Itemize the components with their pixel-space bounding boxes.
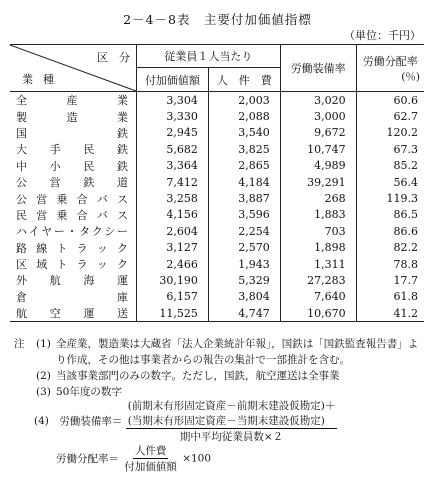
cell-equipment-ratio: 10,670 [280, 305, 356, 322]
row-label-char: 全 [16, 94, 27, 108]
cell-value-added: 30,190 [137, 272, 209, 288]
cell-value-added: 2,466 [137, 256, 209, 272]
cell-value-added: 3,330 [137, 108, 209, 124]
row-label [10, 158, 137, 174]
cell-value-added: 3,304 [137, 92, 209, 109]
cell-labor-share: 62.7 [356, 108, 424, 124]
cell-equipment-ratio: 1,311 [280, 256, 356, 272]
row-label-char: 造 [66, 110, 78, 124]
cell-personnel: 3,825 [208, 141, 280, 157]
row-label-char: ー [117, 225, 128, 239]
table-row [10, 256, 424, 272]
row-label-char: 海 [83, 274, 95, 288]
row-label-char: 営 [49, 176, 61, 190]
cell-equipment-ratio: 3,020 [280, 92, 356, 109]
row-label-char: 域 [36, 258, 48, 272]
header-per-employee: 従業員１人当たり [137, 45, 281, 68]
note-2-number: (2) [36, 370, 51, 382]
cell-labor-share: 82.2 [356, 240, 424, 256]
row-label-char: 中 [16, 159, 27, 173]
note-1-number: (1) [36, 338, 51, 350]
header-personnel: 人 件 費 [208, 68, 280, 92]
cell-labor-share: 86.6 [356, 223, 424, 239]
note-1-line-1: 全産業，製造業は大蔵省「法人企業統計年報」，国鉄は「国鉄監査報告書」よ [56, 338, 419, 350]
row-label-char: バ [96, 208, 108, 222]
row-label-char: 送 [116, 307, 128, 321]
cell-labor-share: 119.3 [356, 190, 424, 206]
row-label-char: ヤ [41, 225, 53, 239]
row-label-char: ッ [96, 241, 108, 255]
cell-labor-share: 61.8 [356, 289, 424, 305]
row-label [10, 125, 137, 141]
row-label-char: 線 [36, 241, 48, 255]
table-row [10, 207, 424, 223]
row-label-char: タ [79, 225, 91, 239]
formula-share-tail: ×100 [182, 452, 212, 465]
cell-equipment-ratio: 27,283 [280, 272, 356, 288]
row-label-char: 運 [83, 307, 95, 321]
header-kubun: 区 分 [97, 51, 130, 64]
cell-personnel: 3,540 [208, 125, 280, 141]
table-body [10, 92, 424, 322]
cell-labor-share: 56.4 [356, 174, 424, 190]
cell-personnel: 4,747 [208, 305, 280, 322]
row-label-char: 庫 [117, 290, 128, 304]
cell-equipment-ratio: 7,640 [280, 289, 356, 305]
cell-equipment-ratio: 703 [280, 223, 356, 239]
cell-value-added: 4,156 [137, 207, 209, 223]
header-value-added: 付加価値額 [137, 68, 209, 92]
row-label-char: 民 [83, 143, 95, 157]
row-label-char: 大 [16, 143, 27, 157]
row-label-char: 鉄 [83, 176, 95, 190]
notes [14, 336, 426, 400]
row-label-char: ス [116, 208, 128, 222]
row-label [10, 108, 137, 124]
row-label [10, 272, 137, 288]
formula-equipment-numerator-2: (当期末有形固定資産－当期末建設仮勘定) [127, 415, 325, 427]
row-label-char: 民 [16, 208, 27, 222]
note-3-number: (3) [36, 386, 51, 398]
header-share-unit: (％) [401, 70, 420, 83]
cell-labor-share: 85.2 [356, 158, 424, 174]
row-label-char: 業 [117, 94, 128, 108]
formula-share-denominator: 付加価値額 [124, 461, 177, 473]
row-label-char: 鉄 [116, 143, 128, 157]
table-row [10, 305, 424, 322]
cell-equipment-ratio: 268 [280, 190, 356, 206]
cell-labor-share: 17.7 [356, 272, 424, 288]
row-label-char: 乗 [56, 192, 68, 206]
cell-equipment-ratio: 1,883 [280, 207, 356, 223]
table-title: 2－4－8表 主要付加価値指標 [123, 12, 312, 27]
formula-equipment-lhs: 労働装備率＝ [59, 415, 123, 428]
formula-equipment-fraction [126, 398, 338, 444]
cell-value-added: 3,364 [137, 158, 209, 174]
cell-value-added: 3,258 [137, 190, 209, 206]
notes-head: 注 [14, 338, 25, 350]
header-share-cell [356, 45, 424, 92]
row-label-char: ラ [76, 241, 88, 255]
row-label-char: 営 [36, 192, 48, 206]
row-label [10, 240, 137, 256]
row-label-char: 道 [116, 176, 128, 190]
row-label-char: ス [116, 192, 128, 206]
cell-value-added: 7,412 [137, 174, 209, 190]
row-label-char: 小 [49, 159, 61, 173]
row-label-char: ト [56, 241, 68, 255]
cell-personnel: 2,003 [208, 92, 280, 109]
cell-personnel: 3,596 [208, 207, 280, 223]
row-label-char: 営 [36, 208, 48, 222]
cell-equipment-ratio: 1,898 [280, 240, 356, 256]
cell-labor-share: 78.8 [356, 256, 424, 272]
cell-personnel: 3,804 [208, 289, 280, 305]
row-label-char: 空 [49, 307, 61, 321]
row-label-char: 合 [76, 192, 88, 206]
table-row [10, 272, 424, 288]
formula-share-lhs: 労働分配率＝ [56, 453, 119, 465]
row-label [10, 141, 137, 157]
row-label-char: ク [91, 225, 103, 239]
row-label-char: 民 [83, 159, 95, 173]
row-label-char: 公 [16, 192, 27, 206]
cell-personnel: 2,254 [208, 223, 280, 239]
note-1-line-2: り作成，その他は事業者からの報告の集計で一部推計を含む。 [56, 354, 350, 366]
cell-equipment-ratio: 3,000 [280, 108, 356, 124]
cell-value-added: 11,525 [137, 305, 209, 322]
row-label [10, 256, 137, 272]
row-label-char: 航 [16, 307, 27, 321]
table-row [10, 158, 424, 174]
row-label-char: 乗 [56, 208, 68, 222]
row-label-char: 製 [16, 110, 27, 124]
table-row [10, 92, 424, 109]
row-label-char: 手 [49, 143, 61, 157]
row-label [10, 207, 137, 223]
cell-personnel: 2,865 [208, 158, 280, 174]
cell-labor-share: 41.2 [356, 305, 424, 322]
row-label-char: ハ [16, 225, 27, 239]
row-label-char: バ [96, 192, 108, 206]
table-row [10, 108, 424, 124]
cell-labor-share: 86.5 [356, 207, 424, 223]
table-row [10, 141, 424, 157]
table-row [10, 174, 424, 190]
cell-equipment-ratio: 39,291 [280, 174, 356, 190]
row-label [10, 223, 137, 239]
header-equipment: 労働装備率 [280, 45, 356, 92]
note-4-number: (4) [34, 415, 49, 427]
header-corner [10, 45, 136, 91]
cell-equipment-ratio: 9,672 [280, 125, 356, 141]
row-label-char: シ [104, 225, 116, 239]
row-label-char: 鉄 [117, 126, 128, 140]
row-label-char: 公 [16, 176, 27, 190]
row-label [10, 289, 137, 305]
cell-labor-share: 60.6 [356, 92, 424, 109]
row-label-char: 倉 [16, 290, 27, 304]
unit-label: （単位：千円） [344, 29, 421, 42]
cell-personnel: 2,570 [208, 240, 280, 256]
row-label-char: 鉄 [116, 159, 128, 173]
row-label [10, 92, 137, 109]
table-row [10, 240, 424, 256]
cell-labor-share: 67.3 [356, 141, 424, 157]
table-row [10, 125, 424, 141]
row-label-char: ト [56, 258, 68, 272]
formula-share [56, 443, 211, 474]
row-label-char: 業 [117, 110, 128, 124]
row-label-char: ・ [66, 225, 78, 239]
header-gyoshu: 業種 [22, 73, 64, 86]
cell-value-added: 2,945 [137, 125, 209, 141]
row-label-char: ク [116, 241, 128, 255]
formula-equipment-numerator-1: (前期末有形固定資産－前期末建設仮勘定)＋ [127, 400, 336, 412]
cell-equipment-ratio: 4,989 [280, 158, 356, 174]
row-label-char: 区 [16, 258, 27, 272]
formula-equipment [34, 398, 426, 444]
formula-equipment-denominator: 期中平均従業員数×２ [179, 431, 284, 443]
cell-value-added: 5,682 [137, 141, 209, 157]
row-label-char: 運 [116, 274, 128, 288]
row-label-char: 外 [16, 274, 27, 288]
row-label-char: ッ [96, 258, 108, 272]
cell-value-added: 6,157 [137, 289, 209, 305]
cell-personnel: 2,088 [208, 108, 280, 124]
row-label-char: 産 [66, 94, 78, 108]
cell-value-added: 3,127 [137, 240, 209, 256]
formula-share-numerator: 人件費 [134, 445, 167, 457]
note-3-text: 50年度の数字 [56, 386, 122, 398]
cell-value-added: 2,604 [137, 223, 209, 239]
row-label-char: 合 [76, 208, 88, 222]
row-label [10, 305, 137, 322]
row-label-char: 国 [16, 126, 27, 140]
table-row [10, 289, 424, 305]
table-row [10, 190, 424, 206]
formula-share-fraction [122, 443, 179, 474]
cell-personnel: 4,184 [208, 174, 280, 190]
cell-personnel: 3,887 [208, 190, 280, 206]
row-label [10, 190, 137, 206]
row-label-char: イ [28, 225, 40, 239]
table-row [10, 223, 424, 239]
indicator-table [10, 44, 424, 322]
row-label-char: 航 [49, 274, 61, 288]
row-label-char: ー [53, 225, 65, 239]
cell-labor-share: 120.2 [356, 125, 424, 141]
row-label-char: ク [116, 258, 128, 272]
row-label [10, 174, 137, 190]
cell-personnel: 1,943 [208, 256, 280, 272]
cell-personnel: 5,329 [208, 272, 280, 288]
cell-equipment-ratio: 10,747 [280, 141, 356, 157]
row-label-char: ラ [76, 258, 88, 272]
header-share: 労働分配率 [362, 54, 418, 68]
row-label-char: 路 [16, 241, 27, 255]
note-2-text: 当該事業部門のみの数字。ただし，国鉄，航空運送は全事業 [56, 370, 340, 382]
